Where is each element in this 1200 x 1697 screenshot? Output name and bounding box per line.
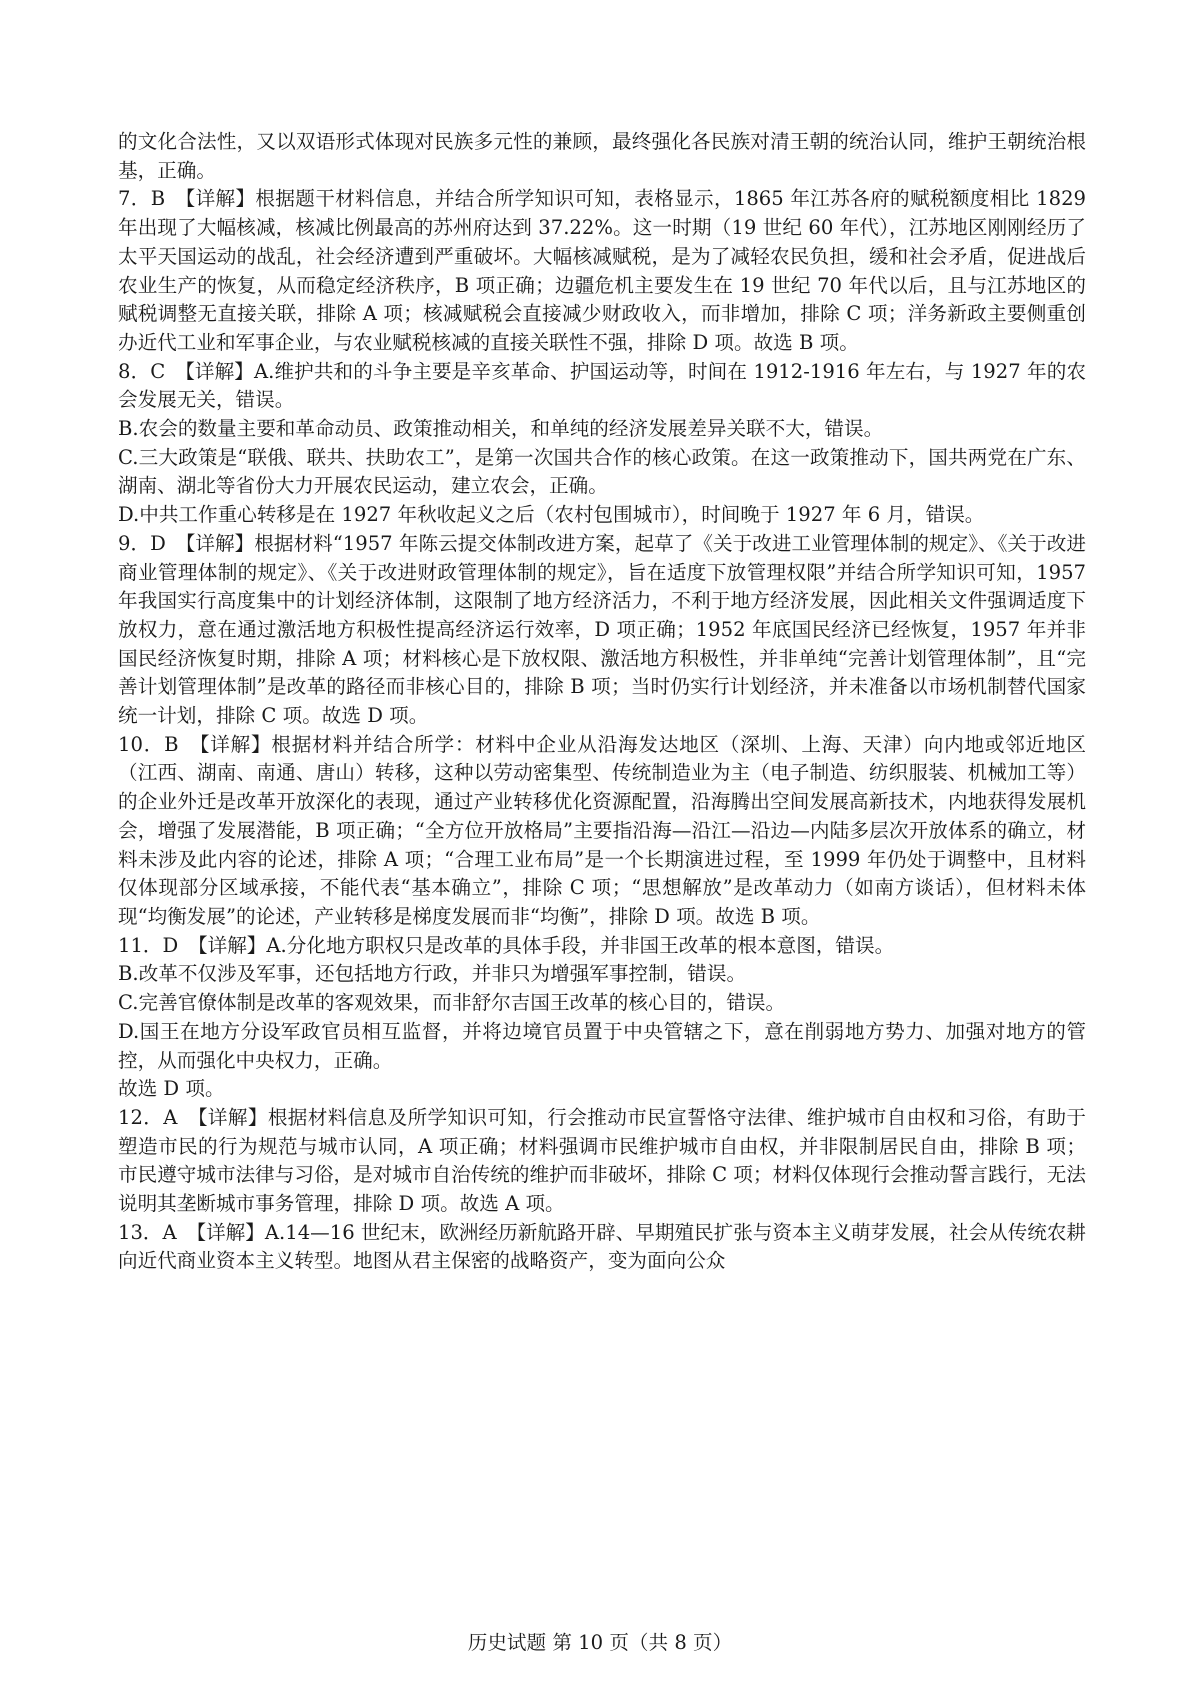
paragraph-q12: 12．A 【详解】根据材料信息及所学知识可知，行会推动市民宣誓恪守法律、维护城市自由权和习俗，有助于塑造市民的行为规范与城市认同，A 项正确；材料强调市民维护城市自由权，并非限制居民自由，排除 B 项；市民遵守城市法律与习俗，是对城市自治传统的维护而非破坏，排除 C 项；材料仅体现行会推动誓言践行，无法说明其垄断城市事务管理，排除 D 项。故选 A 项。 xyxy=(118,1105,1086,1216)
answer-explanations xyxy=(118,128,1086,1276)
paragraph-q13: 13．A 【详解】A.14—16 世纪末，欧洲经历新航路开辟、早期殖民扩张与资本主义萌芽发展，社会从传统农耕向近代商业资本主义转型。地图从君主保密的战略资产，变为面向公众 xyxy=(118,1220,1086,1273)
paragraph-q8: 8．C 【详解】A.维护共和的斗争主要是辛亥革命、护国运动等，时间在 1912-1916 年左右，与 1927 年的农会发展无关，错误。 xyxy=(118,359,1086,412)
paragraph-q11-answer: 故选 D 项。 xyxy=(118,1077,225,1101)
paragraph-q8-c: C.三大政策是“联俄、联共、扶助农工”，是第一次国共合作的核心政策。在这一政策推动下，国共两党在广东、湖南、湖北等省份大力开展农民运动，建立农会，正确。 xyxy=(118,445,1086,498)
paragraph-q9: 9．D 【详解】根据材料“1957 年陈云提交体制改进方案，起草了《关于改进工业管理体制的规定》、《关于改进商业管理体制的规定》、《关于改进财政管理体制的规定》，旨在适度下放管理权限”并结合所学知识可知，1957 年我国实行高度集中的计划经济体制，这限制了地方经济活力，不利于地方经济发展，因此相关文件强调适度下放权力，意在通过激活地方积极性提高经济运行效率，D 项正确；1952 年底国民经济已经恢复，1957 年并非国民经济恢复时期，排除 A 项；材料核心是下放权限、激活地方积极性，并非单纯“完善计划管理体制”，且“完善计划管理体制”是改革的路径而非核心目的，排除 B 项；当时仍实行计划经济，并未准备以市场机制替代国家统一计划，排除 C 项。故选 D 项。 xyxy=(118,531,1086,728)
paragraph-q11-d: D.国王在地方分设军政官员相互监督，并将边境官员置于中央管辖之下，意在削弱地方势力、加强对地方的管控，从而强化中央权力，正确。 xyxy=(118,1019,1086,1072)
paragraph-q7: 7．B 【详解】根据题干材料信息，并结合所学知识可知，表格显示，1865 年江苏各府的赋税额度相比 1829 年出现了大幅核减，核减比例最高的苏州府达到 37.22%。这一时期（19 世纪 60 年代），江苏地区刚刚经历了太平天国运动的战乱，社会经济遭到严重破坏。大幅核减赋税，是为了减轻农民负担，缓和社会矛盾，促进战后农业生产的恢复，从而稳定经济秩序，B 项正确；边疆危机主要发生在 19 世纪 70 年代以后，且与江苏地区的赋税调整无直接关联，排除 A 项；核减赋税会直接减少财政收入，而非增加，排除 C 项；洋务新政主要侧重创办近代工业和军事企业，与农业赋税核减的直接关联性不强，排除 D 项。故选 B 项。 xyxy=(118,187,1086,354)
paragraph-q8-d: D.中共工作重心转移是在 1927 年秋收起义之后（农村包围城市），时间晚于 1927 年 6 月，错误。 xyxy=(118,503,985,527)
paragraph-q8-b: B.农会的数量主要和革命动员、政策推动相关，和单纯的经济发展差异关联不大，错误。 xyxy=(118,417,884,441)
paragraph-q11-c: C.完善官僚体制是改革的客观效果，而非舒尔吉国王改革的核心目的，错误。 xyxy=(118,991,786,1015)
page-footer: 历史试题 第 10 页（共 8 页） xyxy=(467,1631,733,1654)
paragraph-q10: 10．B 【详解】根据材料并结合所学：材料中企业从沿海发达地区（深圳、上海、天津）向内地或邻近地区（江西、湖南、南通、唐山）转移，这种以劳动密集型、传统制造业为主（电子制造、纺织服装、机械加工等）的企业外迁是改革开放深化的表现，通过产业转移优化资源配置，沿海腾出空间发展高新技术，内地获得发展机会，增强了发展潜能，B 项正确；“全方位开放格局”主要指沿海—沿江—沿边—内陆多层次开放体系的确立，材料未涉及此内容的论述，排除 A 项；“合理工业布局”是一个长期演进过程，至 1999 年仍处于调整中，且材料仅体现部分区域承接，不能代表“基本确立”，排除 C 项；“思想解放”是改革动力（如南方谈话），但材料未体现“均衡发展”的论述，产业转移是梯度发展而非“均衡”，排除 D 项。故选 B 项。 xyxy=(118,732,1086,928)
paragraph-q11-b: B.改革不仅涉及军事，还包括地方行政，并非只为增强军事控制，错误。 xyxy=(118,962,747,986)
paragraph-1: 的文化合法性，又以双语形式体现对民族多元性的兼顾，最终强化各民族对清王朝的统治认同，维护王朝统治根基，正确。 xyxy=(118,130,1086,182)
paragraph-q11: 11．D 【详解】A.分化地方职权只是改革的具体手段，并非国王改革的根本意图，错误。 xyxy=(118,933,895,957)
